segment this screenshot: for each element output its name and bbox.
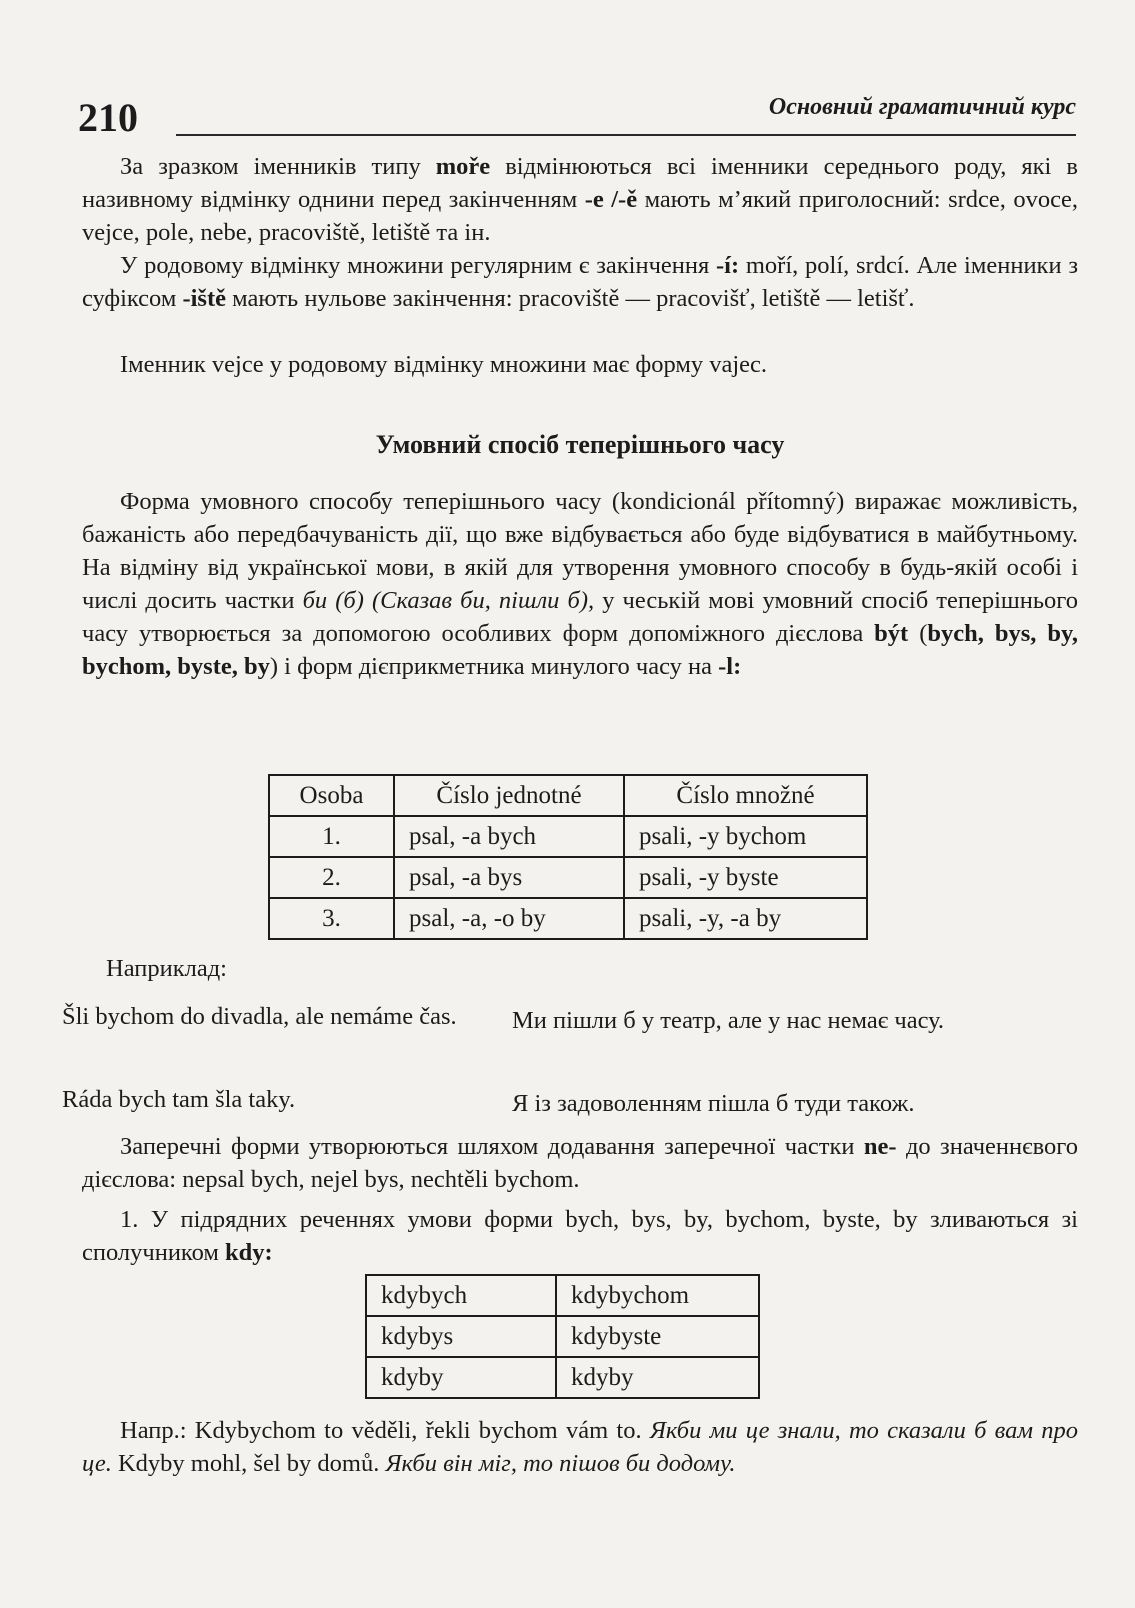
table-header-cell: Osoba	[269, 775, 394, 816]
section-heading: Умовний спосіб теперішнього часу	[375, 430, 785, 459]
example-czech: Šli bychom do divadla, ale nemáme čas.	[62, 1003, 457, 1030]
table-row	[366, 1357, 759, 1398]
examples-label: Наприклад:	[106, 955, 227, 982]
table-cell: 3.	[269, 898, 394, 939]
table-header-cell: Číslo množné	[624, 775, 867, 816]
table-cell: kdybys	[366, 1316, 556, 1357]
table-row	[269, 898, 867, 939]
table-cell: 1.	[269, 816, 394, 857]
table-cell: psali, -y byste	[624, 857, 867, 898]
table-cell: kdybychom	[556, 1275, 759, 1316]
table-cell: kdybych	[366, 1275, 556, 1316]
table-row	[269, 857, 867, 898]
table-cell: 2.	[269, 857, 394, 898]
table-cell: kdybyste	[556, 1316, 759, 1357]
conditional-table	[268, 774, 868, 940]
running-title: Основний граматичний курс	[768, 94, 1076, 120]
table-cell: psali, -y bychom	[624, 816, 867, 857]
table-header-row	[269, 775, 867, 816]
table-header-cell: Číslo jednotné	[394, 775, 624, 816]
paragraph-vejce: Іменник vejce у родовому відмінку множини має форму vajec.	[120, 351, 768, 378]
paragraph-neuter-nouns: За зразком іменників типу moře відмінюються всі іменники середнього роду, які в називному відмінку однини перед закінченням -e /-ě мають м’який приголосний: srdce, ovoce, vejce, pole, nebe, pracoviště, letiště та ін.	[82, 153, 1078, 246]
example-czech: Ráda bych tam šla taky.	[62, 1086, 296, 1113]
page-number: 210	[78, 95, 138, 140]
paragraph-negation: Заперечні форми утворюються шляхом додавання заперечної частки ne- до значеннєвого дієслова: nepsal bych, nejel bys, nechtěli bychom.	[82, 1133, 1078, 1193]
table-row	[366, 1275, 759, 1316]
example-ukrainian: Я із задоволенням пішла б туди також.	[512, 1090, 915, 1117]
table-cell: psali, -y, -a by	[624, 898, 867, 939]
table-cell: kdyby	[556, 1357, 759, 1398]
page-header	[78, 92, 1076, 142]
table-row	[269, 816, 867, 857]
paragraph-kdy: 1. У підрядних реченнях умови форми bych, bys, by, bychom, byste, by зливаються зі сполучником kdy:	[82, 1206, 1078, 1266]
table-cell: psal, -a bys	[394, 857, 624, 898]
table-cell: kdyby	[366, 1357, 556, 1398]
paragraph-examples-kdy: Напр.: Kdybychom to věděli, řekli bychom vám to. Якби ми це знали, то сказали б вам про це. Kdyby mohl, šel by domů. Якби він міг, то пішов би додому.	[82, 1417, 1078, 1477]
table-cell: psal, -a bych	[394, 816, 624, 857]
paragraph-genitive-plural: У родовому відмінку множини регулярним є закінчення -í: moří, polí, srdcí. Але іменники з суфіксом -iště мають нульове закінчення: pracoviště — pracovišť, letiště — letišť.	[82, 252, 1078, 312]
table-row	[366, 1316, 759, 1357]
header-rule	[176, 134, 1076, 136]
kdy-table	[365, 1274, 760, 1399]
example-ukrainian: Ми пішли б у театр, але у нас немає часу.	[512, 1007, 945, 1034]
table-cell: psal, -a, -o by	[394, 898, 624, 939]
paragraph-conditional: Форма умовного способу теперішнього часу (kondicionál přítomný) виражає можливість, бажаність або передбачуваність дії, що вже відбувається або буде відбуватися в майбутньому. На відміну від української мови, в якій для утворення умовного способу в будь-якій особі і числі досить частки би (б) (Сказав би, пішли б), у чеській мові умовний спосіб теперішнього часу утворюється за допомогою особливих форм допоміжного дієслова být (bych, bys, by, bychom, byste, by) і форм дієприкметника минулого часу на -l:	[82, 488, 1079, 680]
